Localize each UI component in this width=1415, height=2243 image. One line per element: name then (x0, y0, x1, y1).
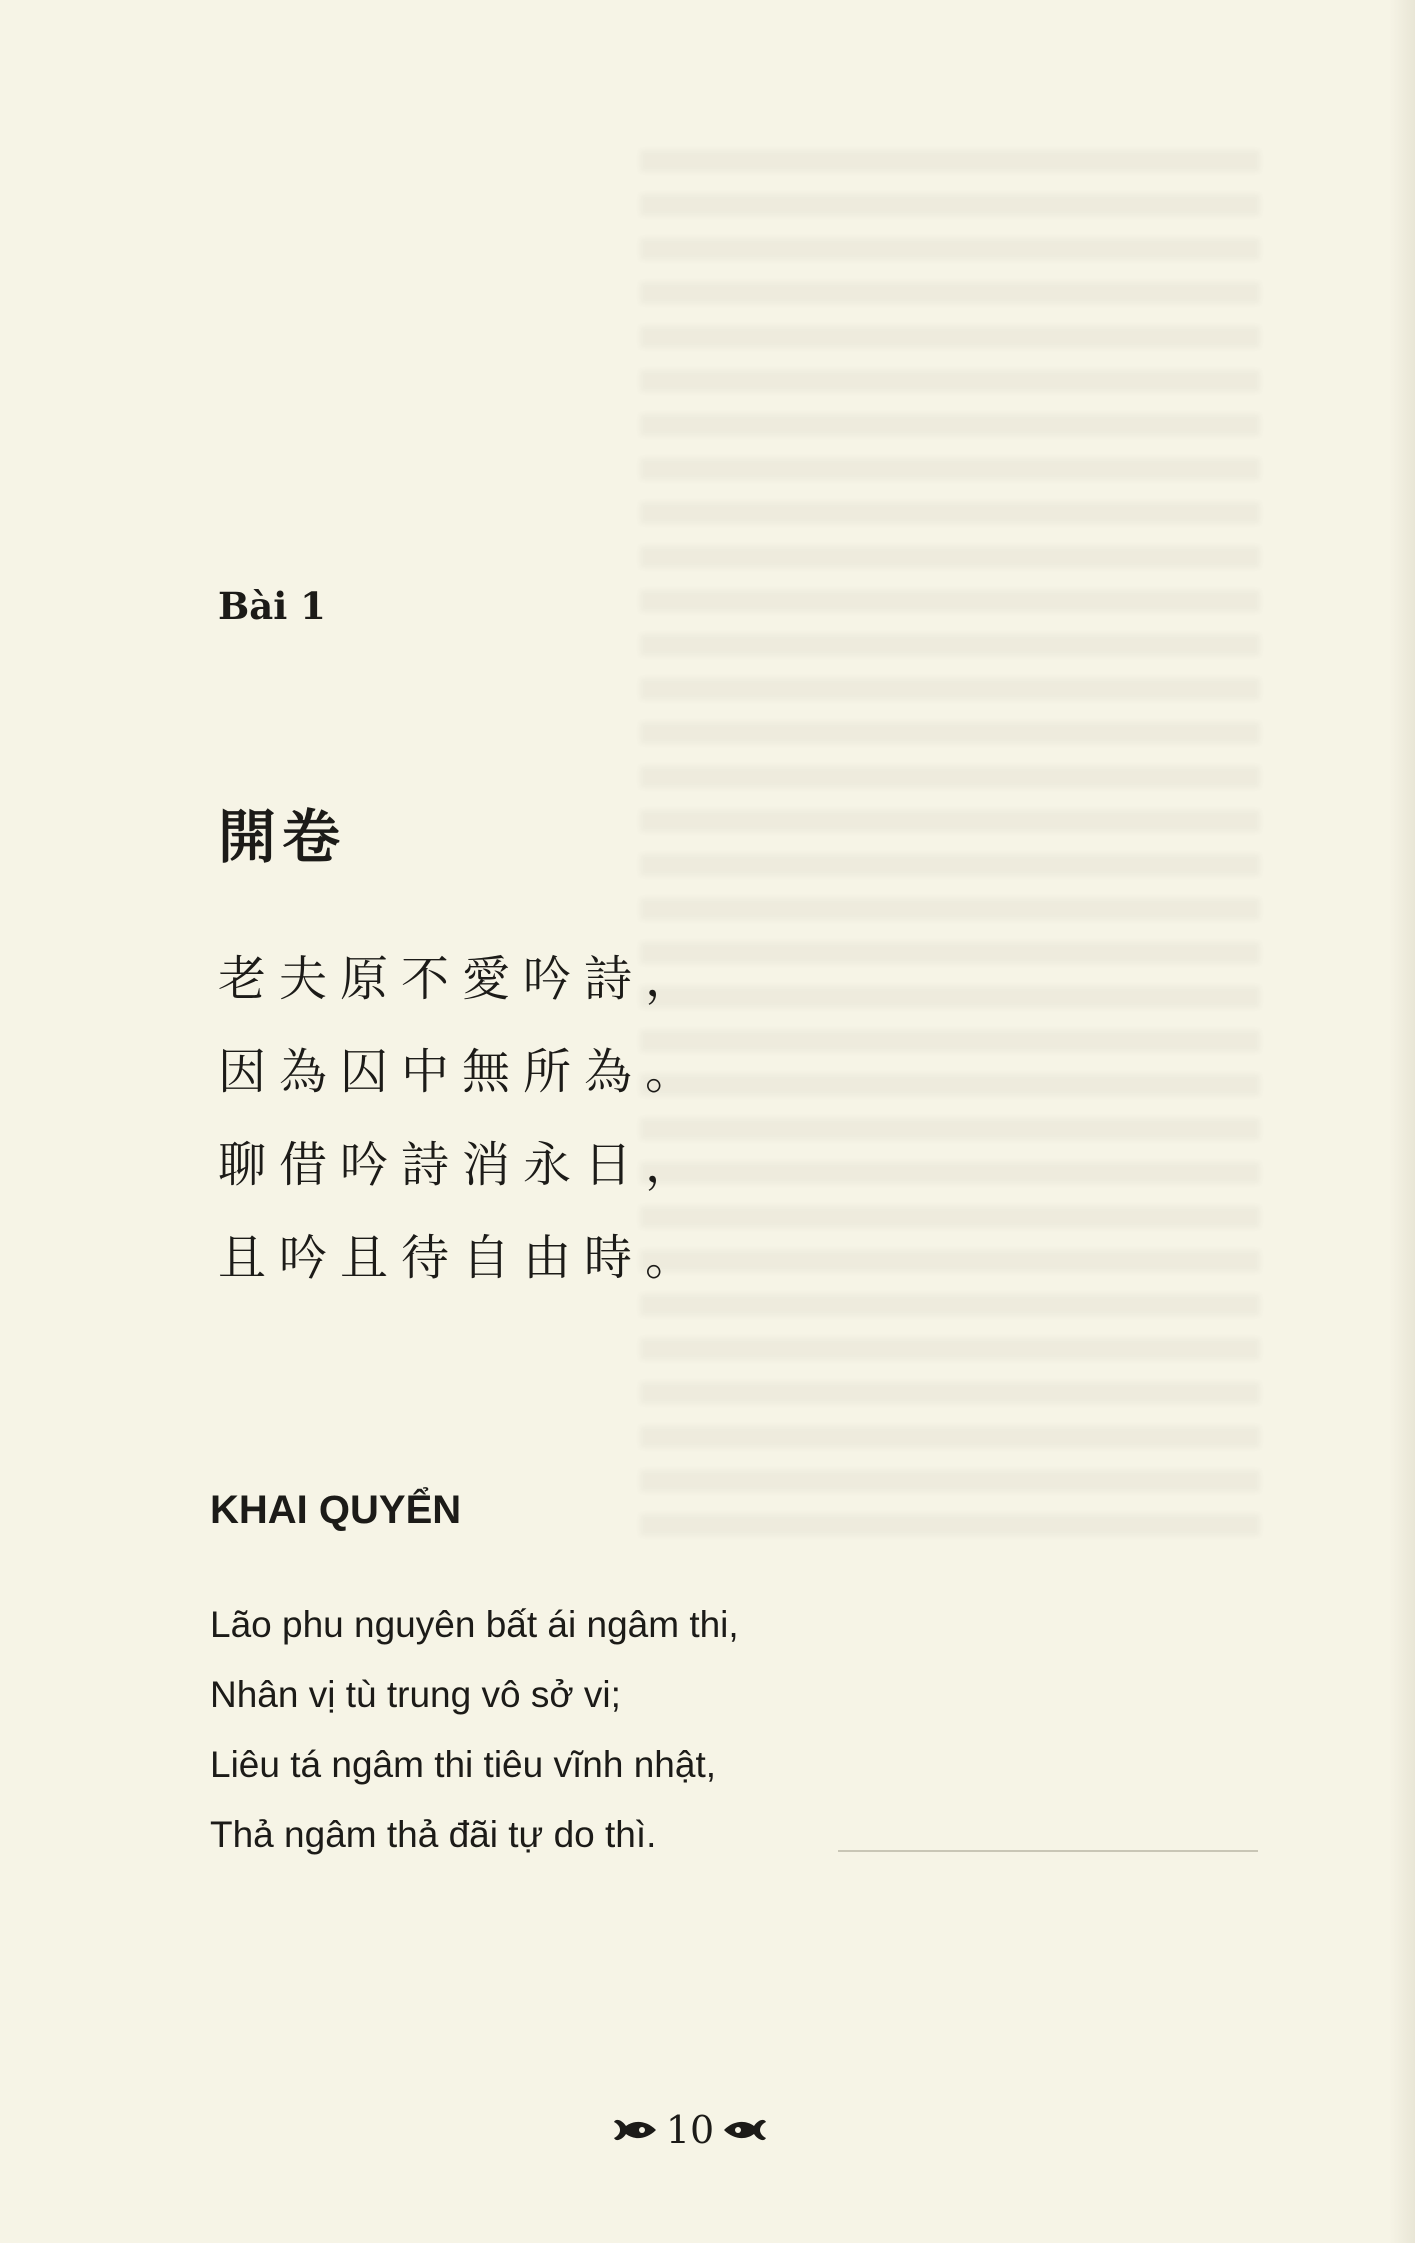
transliteration-line: Liêu tá ngâm thi tiêu vĩnh nhật, (210, 1744, 717, 1785)
transliteration-poem (210, 1600, 739, 1880)
transliteration-line: Lão phu nguyên bất ái ngâm thi, (210, 1604, 739, 1645)
section-title: Bài 1 (218, 584, 326, 628)
floral-ornament-icon (612, 2112, 658, 2148)
floral-ornament-icon (722, 2112, 768, 2148)
page-number: 10 (665, 2108, 715, 2152)
han-poem (218, 944, 706, 1316)
transliteration-line: Nhân vị tù trung vô sở vi; (210, 1674, 621, 1715)
show-through-bleed (640, 150, 1260, 1550)
han-line: 且吟且待自由時。 (218, 1230, 707, 1286)
footnote-rule (838, 1850, 1258, 1852)
transliteration-title: KHAI QUYỂN (210, 1488, 462, 1532)
han-line: 聊借吟詩消永日， (218, 1137, 707, 1193)
page-edge (1389, 0, 1415, 2243)
poem-title-han: 開卷 (218, 803, 347, 871)
han-line: 因為囚中無所為。 (218, 1044, 707, 1100)
han-line: 老夫原不愛吟詩， (218, 951, 707, 1007)
transliteration-line: Thả ngâm thả đãi tự do thì. (210, 1814, 657, 1855)
page-folio (600, 2105, 780, 2155)
